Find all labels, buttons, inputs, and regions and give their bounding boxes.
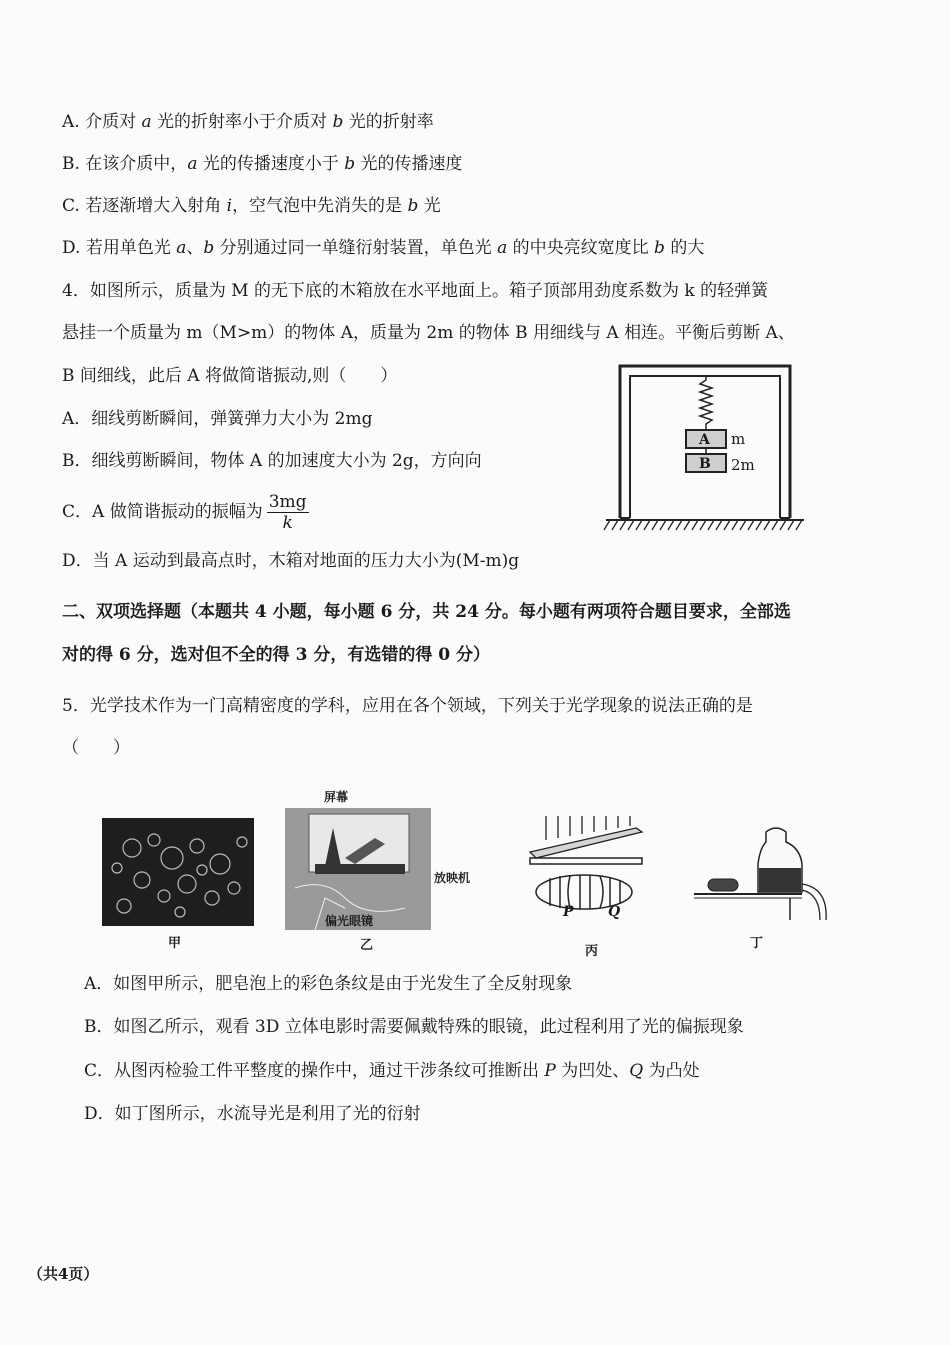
projector-label: 放映机 bbox=[434, 871, 471, 885]
q4-stem-line2: 悬挂一个质量为 m（M>m）的物体 A，质量为 2m 的物体 B 用细线与 A 相连。平衡后剪断 A、 bbox=[62, 323, 795, 343]
mass-a-label: m bbox=[731, 430, 746, 448]
q3-option-b: B. 在该介质中，a 光的传播速度小于 b 光的传播速度 bbox=[62, 154, 463, 174]
q4-option-d: D．当 A 运动到最高点时，木箱对地面的压力大小为(M-m)g bbox=[62, 551, 520, 571]
q5-option-a: A．如图甲所示，肥皂泡上的彩色条纹是由于光发生了全反射现象 bbox=[84, 974, 573, 994]
section2-heading-line2: 对的得 6 分，选对但不全的得 3 分，有选错的得 0 分） bbox=[62, 645, 490, 665]
figure-yi-caption: 乙 bbox=[360, 938, 374, 953]
box-spring-figure bbox=[600, 356, 810, 541]
q5-stem-line2: （ ） bbox=[62, 738, 130, 758]
block-a-label: A bbox=[699, 432, 710, 448]
q5-option-c: C．从图丙检验工件平整度的操作中，通过干涉条纹可推断出 P 为凹处、Q 为凸处 bbox=[84, 1061, 700, 1081]
polarized-glasses-label: 偏光眼镜 bbox=[325, 914, 374, 928]
q5-stem-line1: 5．光学技术作为一门高精密度的学科，应用在各个领域，下列关于光学现象的说法正确的是 bbox=[62, 696, 753, 716]
figure-jia-caption: 甲 bbox=[168, 936, 182, 951]
q5-option-d: D．如丁图所示，水流导光是利用了光的衍射 bbox=[84, 1104, 421, 1124]
q3-option-a: A. 介质对 a 光的折射率小于介质对 b 光的折射率 bbox=[62, 112, 434, 132]
mass-b-label: 2m bbox=[731, 456, 755, 474]
figure-ding-caption: 丁 bbox=[750, 936, 764, 951]
block-b-label: B bbox=[699, 456, 711, 472]
q5-option-b: B．如图乙所示，观看 3D 立体电影时需要佩戴特殊的眼镜，此过程利用了光的偏振现象 bbox=[84, 1017, 744, 1037]
q4-option-b: B．细线剪断瞬间，物体 A 的加速度大小为 2g，方向向 bbox=[62, 451, 482, 471]
interference-figure bbox=[526, 814, 648, 922]
soap-bubble-photo bbox=[102, 818, 254, 926]
screen-label: 屏幕 bbox=[324, 790, 349, 804]
amplitude-fraction: $\frac{3mg}{k}$ bbox=[268, 492, 307, 533]
q4-stem-line3: B 间细线，此后 A 将做简谐振动,则（ ） bbox=[62, 366, 398, 386]
page-count-footer: （共4页） bbox=[28, 1265, 99, 1283]
q3-option-d: D. 若用单色光 a、b 分别通过同一单缝衍射装置，单色光 a 的中央亮纹宽度比 b 的大 bbox=[62, 238, 705, 258]
q3-option-c: C. 若逐渐增大入射角 i，空气泡中先消失的是 b 光 bbox=[62, 196, 441, 216]
section2-heading-line1: 二、双项选择题（本题共 4 小题，每小题 6 分，共 24 分。每小题有两项符合题目要求，全部选 bbox=[62, 602, 791, 622]
q4-stem-line1: 4．如图所示，质量为 M 的无下底的木箱放在水平地面上。箱子顶部用劲度系数为 k 的轻弹簧 bbox=[62, 281, 769, 301]
point-q-label: Q bbox=[608, 904, 621, 920]
point-p-label: P bbox=[563, 904, 574, 920]
water-light-guide-figure bbox=[690, 824, 836, 924]
q4-option-c: C．A 做简谐振动的振幅为 $\frac{3mg}{k}$ bbox=[62, 492, 307, 533]
q4-option-a: A．细线剪断瞬间，弹簧弹力大小为 2mg bbox=[62, 409, 373, 429]
spring bbox=[700, 376, 712, 430]
figure-bing-caption: 丙 bbox=[585, 944, 599, 959]
